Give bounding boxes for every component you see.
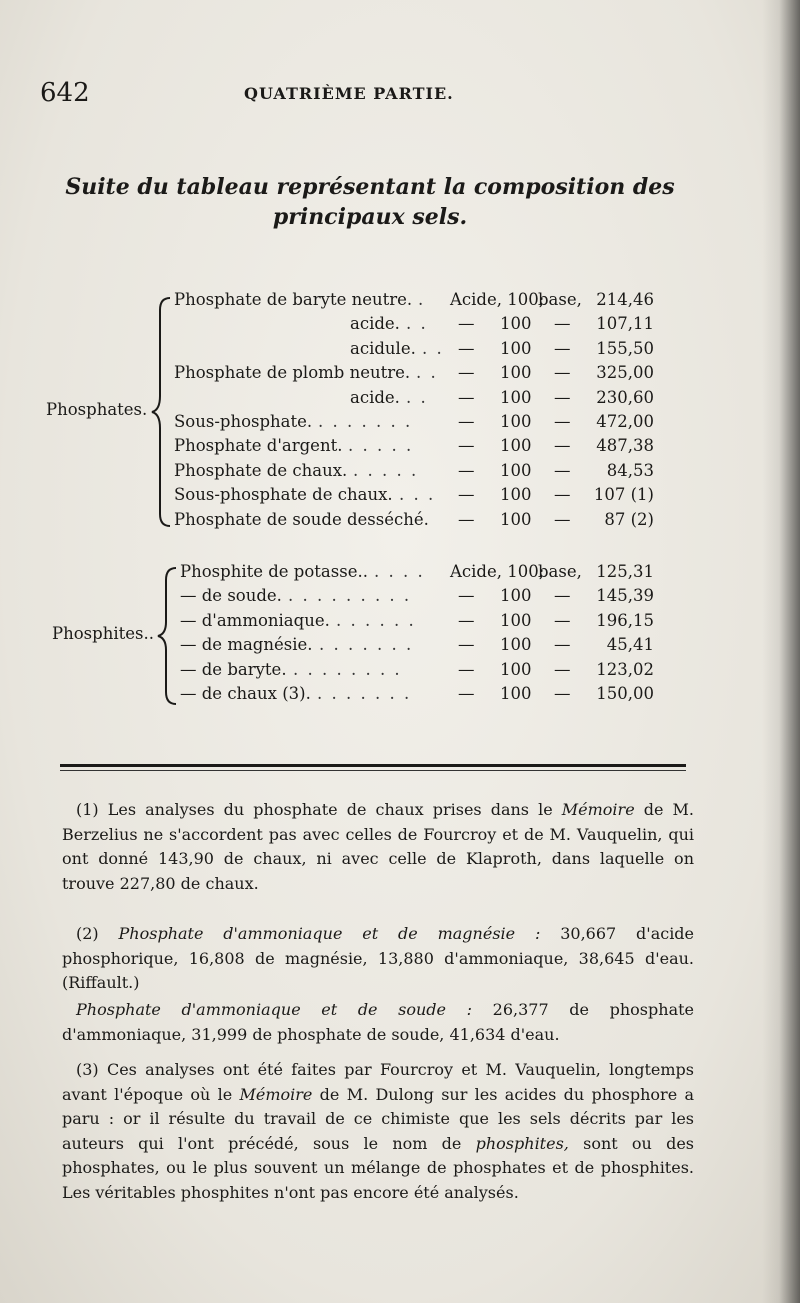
running-head: QUATRIÈME PARTIE. xyxy=(244,84,454,103)
footnote-1-text-a: (1) Les analyses du phosphate de chaux prises dans le xyxy=(76,800,562,819)
leader-dots: . . . . . . . . . xyxy=(288,586,412,606)
base-value: 84,53 xyxy=(606,460,654,480)
acid-value: 100 xyxy=(500,610,532,630)
salt-name: — de magnésie. xyxy=(180,635,313,655)
base-value: 150,00 xyxy=(596,684,654,703)
base-value: 196,15 xyxy=(596,610,654,630)
leader-dots: . . xyxy=(406,314,428,334)
base-value: 45,41 xyxy=(606,635,654,655)
leader-dots: . . xyxy=(406,387,428,407)
ditto-dash: — xyxy=(554,338,571,358)
acid-value: 100 xyxy=(500,485,532,505)
acid-value: 100 xyxy=(500,684,532,703)
leader-dots: . . . . . . . xyxy=(317,684,412,703)
acid-value: 100 xyxy=(500,635,532,655)
table-row xyxy=(0,436,800,460)
salt-name: — de chaux (3). xyxy=(180,684,311,703)
leader-dots: . . . . . xyxy=(348,436,414,456)
separator-rule-thin xyxy=(60,770,686,771)
footnote-2-text-b: Phosphate d'ammoniaque et de magnésie : xyxy=(118,924,541,943)
salt-name: Phosphate d'argent. xyxy=(174,436,343,456)
footnote-2-text-c: 30,667 d'acide phosphorique, 16,808 de magnésie, 13,880 d'ammoniaque, 38,645 d'eau. (Riffault.) xyxy=(62,924,695,992)
base-value: 123,02 xyxy=(596,659,654,679)
page-edge-shadow xyxy=(762,0,800,1303)
base-value: 107 (1) xyxy=(593,485,654,505)
leader-dots: . . . . . xyxy=(353,460,419,480)
ditto-dash: — xyxy=(458,684,475,703)
leader-dots: . . . . xyxy=(374,562,425,581)
ditto-dash: — xyxy=(458,460,475,480)
table-row xyxy=(0,290,800,314)
base-value: 145,39 xyxy=(596,586,654,606)
footnote-1 xyxy=(62,798,694,896)
table-row xyxy=(0,314,800,338)
acid-value: 100 xyxy=(500,314,532,334)
leader-dots: . . . . . . . xyxy=(319,635,414,655)
footnote-3-text-a: (3) Ces analyses ont été faites par Fourcroy et M. Vauquelin, longtemps avant l'époque où le xyxy=(62,1060,694,1104)
table-row xyxy=(0,510,800,534)
base-value: 472,00 xyxy=(596,412,654,431)
table-row xyxy=(0,363,800,387)
acid-value: 100 xyxy=(500,387,532,407)
acid-value: 100 xyxy=(500,659,532,679)
base-value: 87 (2) xyxy=(604,509,654,529)
table-row xyxy=(0,339,800,363)
salt-name: Sous-phosphate. xyxy=(174,412,313,431)
leader-dots: . . . . . . . xyxy=(318,412,413,431)
ditto-dash: — xyxy=(554,610,571,630)
base-value: 125,31 xyxy=(596,562,654,581)
salt-name: acide. xyxy=(350,387,400,407)
ditto-dash: — xyxy=(554,659,571,679)
footnote-2-text-a: (2) xyxy=(76,924,119,943)
ditto-dash: — xyxy=(554,635,571,655)
salt-name: acide. xyxy=(350,314,400,334)
ditto-dash: — xyxy=(458,509,475,529)
acid-header: Acide, 100; xyxy=(450,290,545,309)
leader-dots: . . . xyxy=(399,485,436,505)
ditto-dash: — xyxy=(458,412,475,431)
footnote-2b-text-a: Phosphate d'ammoniaque et de soude : xyxy=(76,1000,473,1019)
base-value: 325,00 xyxy=(596,363,654,383)
acid-value: 100 xyxy=(500,509,532,529)
footnote-2 xyxy=(62,922,694,996)
ditto-dash: — xyxy=(458,586,475,606)
table-row xyxy=(0,461,800,485)
footnote-3-text-e: sont ou des phosphates, ou le plus souvent un mélange de phosphates et de phosphites. Les véritables phosphites n'ont pas encore été analysés. xyxy=(62,1133,694,1202)
base-header: base, xyxy=(538,562,582,581)
ditto-dash: — xyxy=(458,436,475,456)
ditto-dash: — xyxy=(554,363,571,383)
table-title: Suite du tableau représentant la composition des principaux sels. xyxy=(65,174,675,230)
base-value: 214,46 xyxy=(596,290,654,309)
ditto-dash: — xyxy=(554,485,571,505)
acid-header: Acide, 100; xyxy=(450,562,545,581)
leader-dots: . xyxy=(418,290,426,309)
ditto-dash: — xyxy=(554,412,571,431)
base-header: base, xyxy=(538,290,582,309)
footnote-3 xyxy=(62,1058,694,1205)
salt-name: Phosphate de plomb neutre. xyxy=(174,363,411,383)
footnote-3-text-b: Mémoire xyxy=(239,1084,313,1104)
table-row xyxy=(0,684,800,708)
phosphates-label: Phosphates. xyxy=(46,400,148,419)
phosphites-brace xyxy=(156,566,180,706)
base-value: 155,50 xyxy=(596,338,654,358)
footnote-2b-text-b: 26,377 de phosphate d'ammoniaque, 31,999 de phosphate de soude, 41,634 d'eau. xyxy=(62,1000,695,1044)
ditto-dash: — xyxy=(458,659,475,679)
ditto-dash: — xyxy=(458,314,475,334)
base-value: 487,38 xyxy=(596,436,654,456)
page-number: 642 xyxy=(40,78,90,108)
ditto-dash: — xyxy=(458,387,475,407)
salt-name: Phosphite de potasse.. xyxy=(180,562,368,581)
salt-name: Phosphate de baryte neutre. xyxy=(174,290,413,309)
footnote-1-text-c: de M. Berzelius ne s'accordent pas avec celles de Fourcroy et de M. Vauquelin, qui ont donné 143,90 de chaux, ni avec celle de Klaproth, dans laquelle on trouve 227,80 de chaux. xyxy=(62,800,694,893)
leader-dots: . . xyxy=(416,363,438,383)
leader-dots: . . xyxy=(422,338,444,358)
ditto-dash: — xyxy=(554,436,571,456)
salt-name: — de baryte. xyxy=(180,659,287,679)
salt-name: Phosphate de soude desséché. xyxy=(174,509,429,529)
separator-rule xyxy=(60,764,686,767)
page-header xyxy=(40,78,680,108)
footnote-3-text-d: phosphites, xyxy=(475,1133,569,1153)
acid-value: 100 xyxy=(500,363,532,383)
footnote-1-text-b: Mémoire xyxy=(561,800,635,819)
table-row xyxy=(0,562,800,586)
ditto-dash: — xyxy=(458,338,475,358)
salt-name: — de soude. xyxy=(180,586,282,606)
salt-name: Phosphate de chaux. xyxy=(174,460,348,480)
table-row xyxy=(0,660,800,684)
leader-dots: . . . . . . xyxy=(336,610,416,630)
ditto-dash: — xyxy=(554,684,571,703)
acid-value: 100 xyxy=(500,338,532,358)
salt-name: acidule. xyxy=(350,338,416,358)
acid-value: 100 xyxy=(500,586,532,606)
ditto-dash: — xyxy=(554,509,571,529)
table-row xyxy=(0,485,800,509)
ditto-dash: — xyxy=(458,635,475,655)
ditto-dash: — xyxy=(458,610,475,630)
table-row xyxy=(0,586,800,610)
ditto-dash: — xyxy=(554,314,571,334)
acid-value: 100 xyxy=(500,412,532,431)
acid-value: 100 xyxy=(500,436,532,456)
ditto-dash: — xyxy=(554,460,571,480)
footnote-2b xyxy=(62,998,694,1047)
ditto-dash: — xyxy=(458,485,475,505)
acid-value: 100 xyxy=(500,460,532,480)
base-value: 230,60 xyxy=(596,387,654,407)
ditto-dash: — xyxy=(554,586,571,606)
salt-name: — d'ammoniaque. xyxy=(180,610,330,630)
phosphites-label: Phosphites.. xyxy=(52,624,154,643)
salt-name: Sous-phosphate de chaux. xyxy=(174,485,393,505)
leader-dots: . . . . . . . . xyxy=(293,659,402,679)
phosphates-brace xyxy=(150,296,174,528)
footnote-3-text-c: de M. Dulong sur les acides du phosphore a paru : or il résulte du travail de ce chimiste que les sels décrits par les auteurs qui l'ont précédé, sous le nom de xyxy=(62,1084,695,1153)
ditto-dash: — xyxy=(554,387,571,407)
ditto-dash: — xyxy=(458,363,475,383)
base-value: 107,11 xyxy=(596,314,654,334)
